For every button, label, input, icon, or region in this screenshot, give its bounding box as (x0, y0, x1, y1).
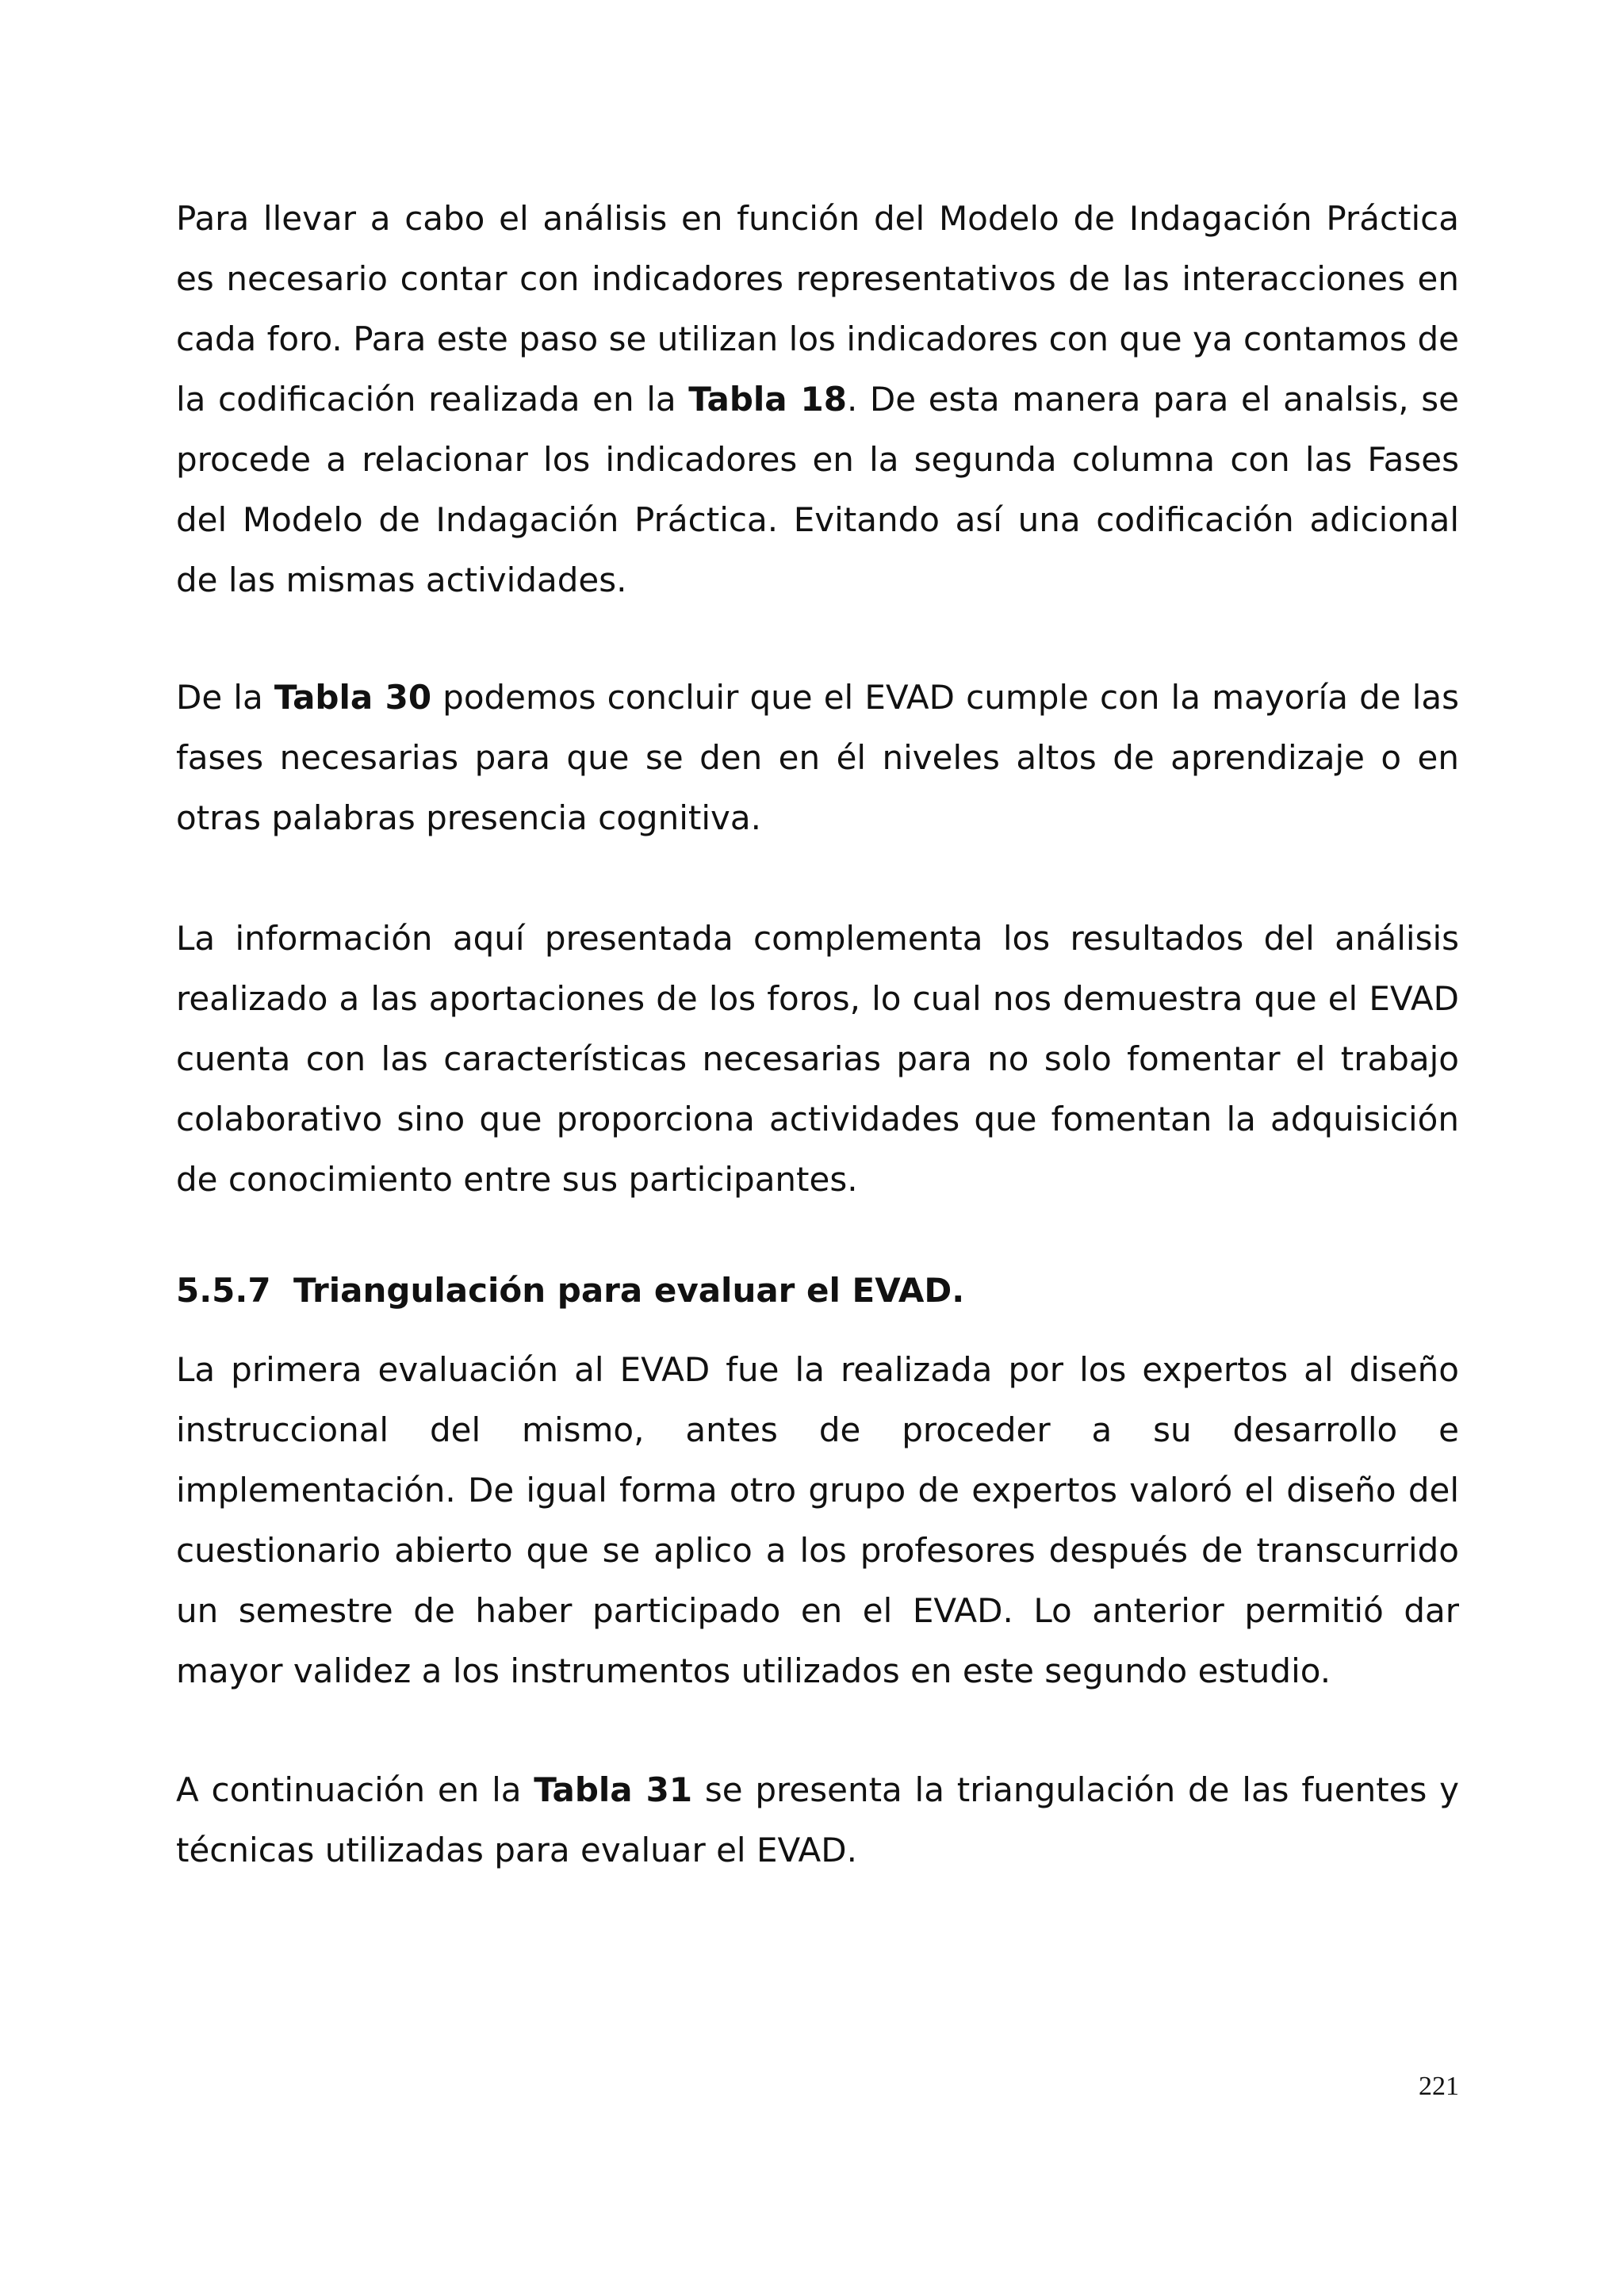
paragraph-2 (176, 668, 1459, 848)
page-number: 221 (1419, 2072, 1459, 2101)
paragraph-4-text: La primera evaluación al EVAD fue la realizada por los expertos al diseño instruccional del mismo, antes de proceder a su desarrollo e implementación. De igual forma otro grupo de expertos valoró el diseño del cuestionario abierto que se aplico a los profesores después de transcurrido un semestre de haber participado en el EVAD. Lo anterior permitió dar mayor validez a los instrumentos utilizados en este segundo estudio. (176, 1350, 1459, 1690)
paragraph-1-text-1: Para llevar a cabo el análisis en función del Modelo de Indagación Práctica es necesario contar con indicadores representativos de las interacciones en cada foro. Para este paso se utilizan los indicadores con que ya contamos de la codificación realizada en la (176, 199, 1459, 419)
paragraph-5-text-2: se presenta la triangulación de las fuentes y técnicas utilizadas para evaluar el EVAD. (176, 1770, 1460, 1869)
section-title: Triangulación para evaluar el EVAD. (293, 1271, 965, 1310)
paragraph-5 (176, 1760, 1459, 1881)
paragraph-2-text-1: De la (176, 678, 274, 717)
section-number: 5.5.7 (176, 1271, 271, 1310)
paragraph-1-text-2: . De esta manera para el analsis, se procede a relacionar los indicadores en la segunda columna con las Fases del Modelo de Indagación Práctica. Evitando así una codificación adicional de las mismas actividades. (176, 380, 1459, 599)
paragraph-3-text: La información aquí presentada complementa los resultados del análisis realizado a las aportaciones de los foros, lo cual nos demuestra que el EVAD cuenta con las características necesarias para no solo fomentar el trabajo colaborativo sino que proporciona actividades que fomentan la adquisición de conocimiento entre sus participantes. (176, 919, 1459, 1199)
paragraph-4 (176, 1340, 1459, 1701)
section-heading (176, 1261, 1459, 1321)
paragraph-2-text-2: podemos concluir que el EVAD cumple con la mayoría de las fases necesarias para que se den en él niveles altos de aprendizaje o en otras palabras presencia cognitiva. (176, 678, 1459, 837)
paragraph-5-text-1: A continuación en la (176, 1770, 534, 1809)
table-30-reference: Tabla 30 (274, 678, 432, 717)
paragraph-1 (176, 189, 1459, 610)
table-31-reference: Tabla 31 (534, 1770, 693, 1809)
table-18-reference: Tabla 18 (688, 380, 847, 419)
paragraph-3 (176, 909, 1459, 1210)
